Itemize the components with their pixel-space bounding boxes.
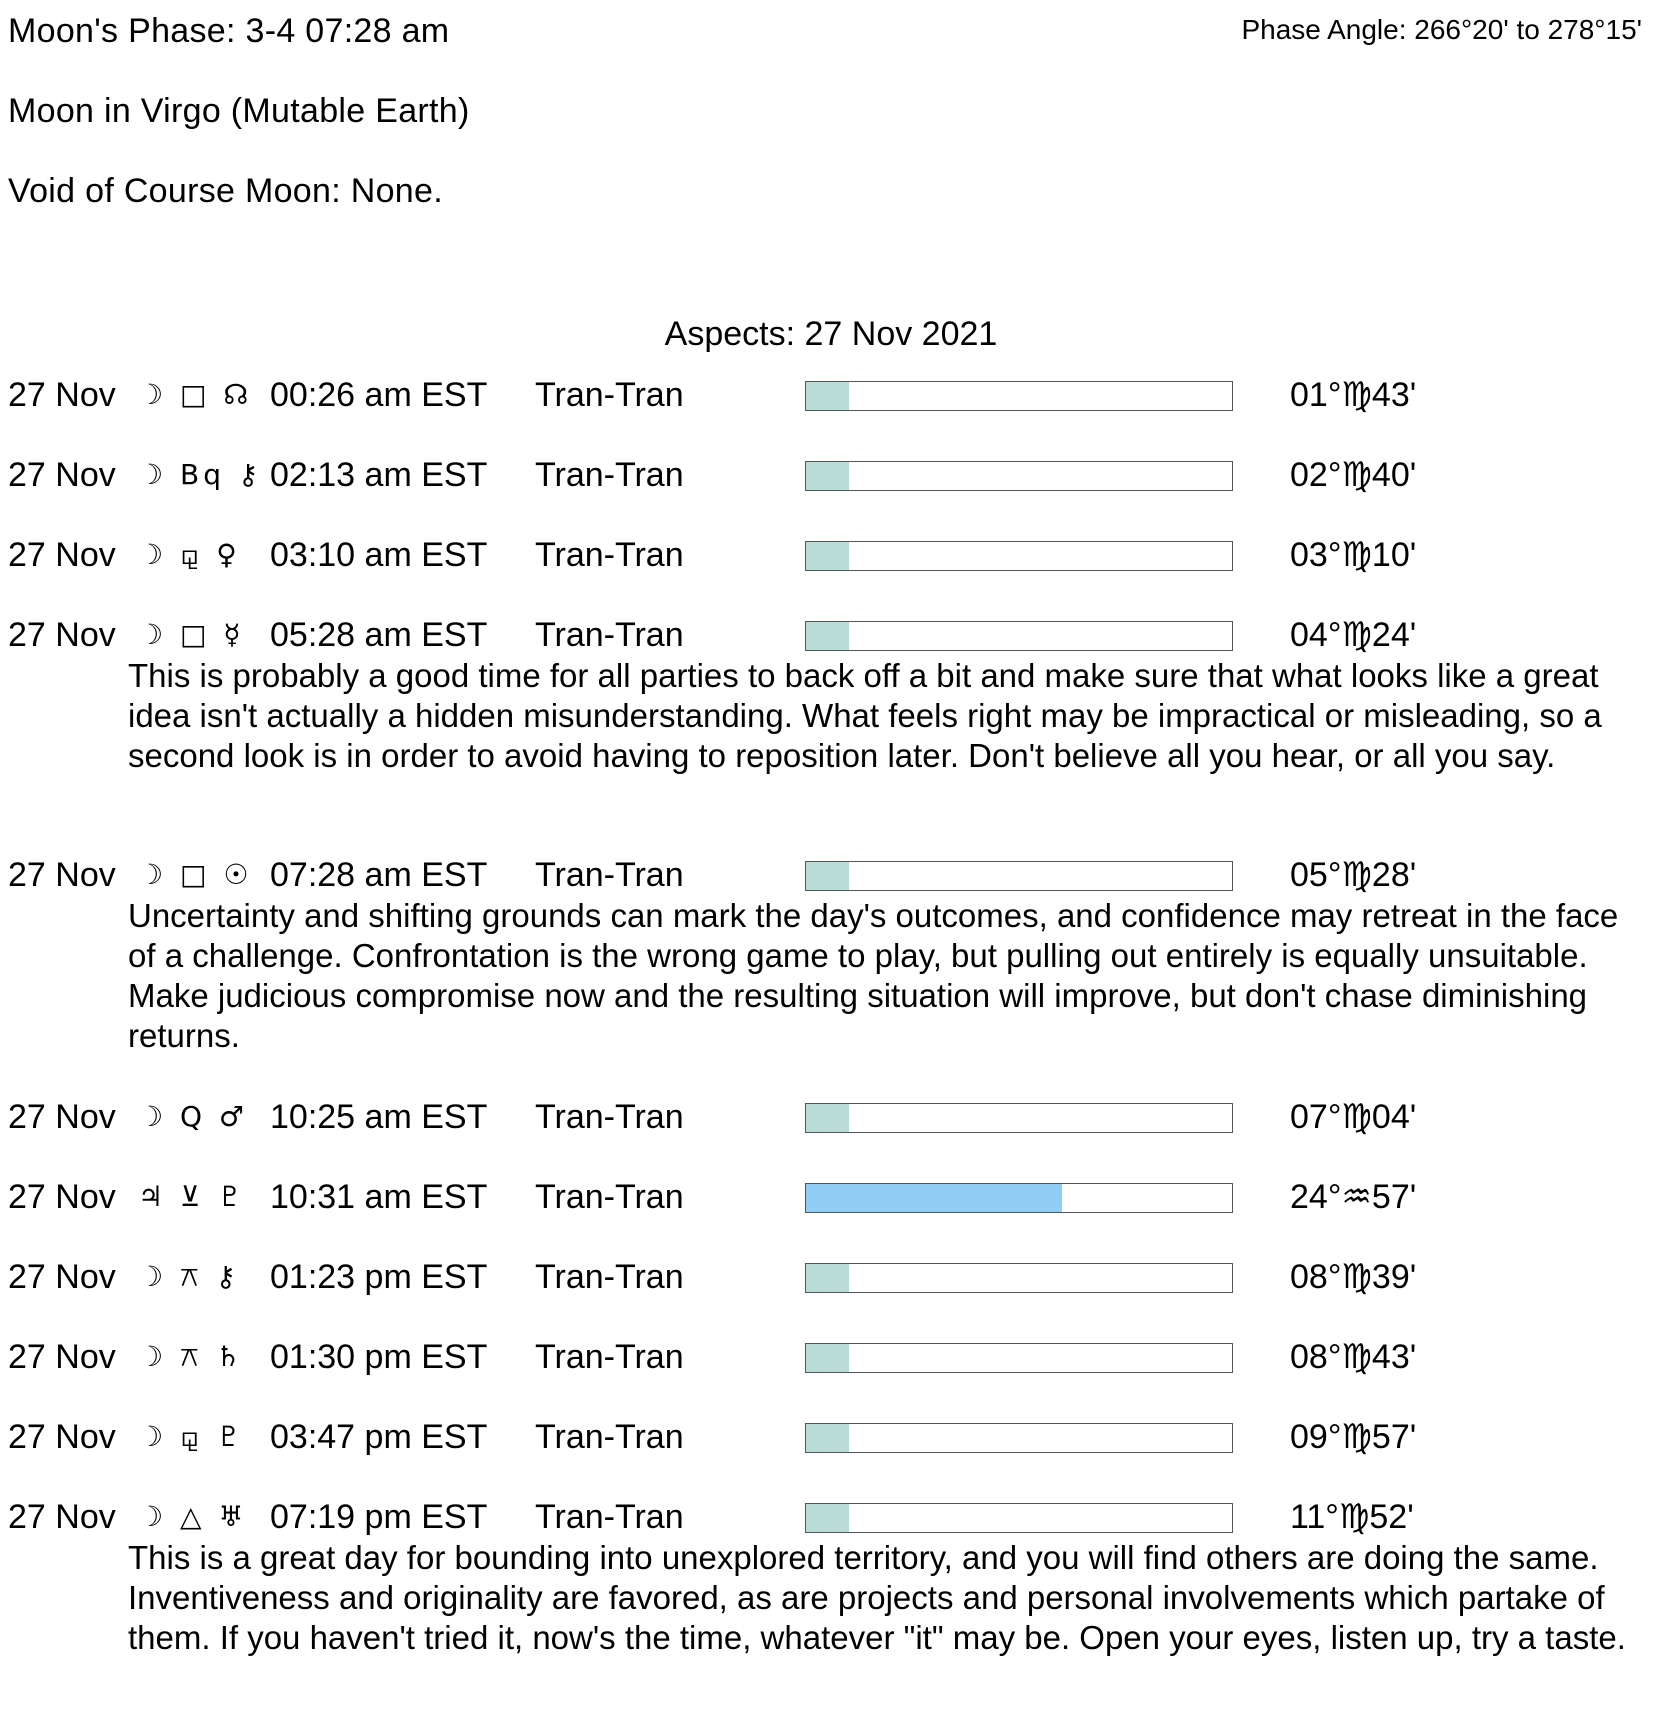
aspect-strength-bar <box>805 1263 1233 1293</box>
aspect-glyphs: ♃ ⊻ ♇ <box>138 1180 247 1213</box>
zodiac-sign-icon: ♍ <box>1341 375 1372 415</box>
aspect-glyphs: ☽ □ ☊ <box>138 378 253 411</box>
aspect-strength-fill <box>806 1104 849 1132</box>
aspect-date: 27 Nov <box>8 1258 116 1296</box>
aspect-glyphs: ☽ □ ☿ <box>138 618 245 651</box>
aspect-time: 00:26 am EST <box>270 376 488 414</box>
aspect-date: 27 Nov <box>8 616 116 654</box>
aspect-row <box>8 1255 1648 1299</box>
aspect-strength-fill <box>806 1504 849 1532</box>
aspect-strength-bar <box>805 381 1233 411</box>
aspect-type: Tran-Tran <box>535 456 684 494</box>
aspect-description: Uncertainty and shifting grounds can mark the day's outcomes, and confidence may retreat in the face of a challenge. Confrontation is the wrong game to play, but pulling out entirely is equally unsuitable. Make judicious compromise now and the resulting situation will improve, but don't chase diminishing returns. <box>128 897 1619 1054</box>
aspect-date: 27 Nov <box>8 1418 116 1456</box>
moon-phase: Moon's Phase: 3-4 07:28 am <box>8 12 450 50</box>
aspect-time: 07:28 am EST <box>270 856 488 894</box>
zodiac-sign-icon: ♍ <box>1341 1337 1372 1377</box>
aspect-date: 27 Nov <box>8 376 116 414</box>
aspect-strength-fill <box>806 462 849 490</box>
aspect-strength-fill <box>806 622 849 650</box>
aspect-row <box>8 853 1648 897</box>
aspect-row <box>8 1095 1648 1139</box>
aspect-strength-fill <box>806 1424 849 1452</box>
aspect-strength-bar <box>805 1503 1233 1533</box>
aspect-glyphs: ☽ □ ☉ <box>138 858 253 891</box>
aspect-position: 24°♒57' <box>1290 1177 1417 1217</box>
aspect-row <box>8 1335 1648 1379</box>
aspect-strength-fill <box>806 542 849 570</box>
aspect-time: 10:25 am EST <box>270 1098 488 1136</box>
zodiac-sign-icon: ♒ <box>1341 1177 1372 1217</box>
aspect-strength-fill <box>806 382 849 410</box>
aspect-strength-bar <box>805 1423 1233 1453</box>
aspect-type: Tran-Tran <box>535 856 684 894</box>
zodiac-sign-icon: ♍ <box>1341 1097 1372 1137</box>
aspect-glyphs: ☽ ⚼ ♀ <box>138 538 241 571</box>
aspect-date: 27 Nov <box>8 1498 116 1536</box>
zodiac-sign-icon: ♍ <box>1341 1257 1372 1297</box>
aspect-type: Tran-Tran <box>535 536 684 574</box>
zodiac-sign-icon: ♍ <box>1341 535 1372 575</box>
aspect-position: 05°♍28' <box>1290 855 1417 895</box>
aspect-row <box>8 533 1648 577</box>
aspect-time: 10:31 am EST <box>270 1178 488 1216</box>
void-of-course: Void of Course Moon: None. <box>8 172 443 210</box>
aspect-position: 11°♍52' <box>1290 1497 1414 1537</box>
aspect-glyphs: ☽ Bq ⚷ <box>138 458 263 491</box>
aspect-position: 04°♍24' <box>1290 615 1417 655</box>
aspect-strength-bar <box>805 1103 1233 1133</box>
aspect-strength-fill <box>806 1264 849 1292</box>
aspect-date: 27 Nov <box>8 1178 116 1216</box>
aspect-type: Tran-Tran <box>535 376 684 414</box>
aspect-strength-bar <box>805 1343 1233 1373</box>
aspect-position: 07°♍04' <box>1290 1097 1417 1137</box>
aspect-time: 01:23 pm EST <box>270 1258 488 1296</box>
aspects-title: Aspects: 27 Nov 2021 <box>664 315 998 353</box>
aspect-description: This is probably a good time for all parties to back off a bit and make sure that what looks like a great idea isn't actually a hidden misunderstanding. What feels right may be impractical or misleading, so a second look is in order to avoid having to reposition later. Don't believe all you hear, or all you say. <box>128 657 1602 774</box>
aspect-strength-bar <box>805 461 1233 491</box>
zodiac-sign-icon: ♍ <box>1341 615 1372 655</box>
aspect-glyphs: ☽ △ ♅ <box>138 1500 248 1533</box>
zodiac-sign-icon: ♍ <box>1338 1497 1370 1537</box>
aspect-position: 01°♍43' <box>1290 375 1417 415</box>
aspect-glyphs: ☽ ⚻ ♄ <box>138 1340 245 1373</box>
aspect-position: 03°♍10' <box>1290 535 1417 575</box>
aspect-row <box>8 613 1648 657</box>
aspect-time: 01:30 pm EST <box>270 1338 488 1376</box>
aspect-type: Tran-Tran <box>535 616 684 654</box>
aspect-row <box>8 453 1648 497</box>
aspect-description: This is a great day for bounding into unexplored territory, and you will find others are doing the same. Inventiveness and originality are favored, as are projects and personal involvements which partake of them. If you haven't tried it, now's the time, whatever "it" may be. Open your eyes, listen up, try a taste. <box>128 1539 1626 1656</box>
aspect-strength-bar <box>805 621 1233 651</box>
aspect-time: 03:47 pm EST <box>270 1418 488 1456</box>
aspect-date: 27 Nov <box>8 1338 116 1376</box>
aspect-time: 07:19 pm EST <box>270 1498 488 1536</box>
aspect-row <box>8 373 1648 417</box>
aspect-type: Tran-Tran <box>535 1178 684 1216</box>
aspect-date: 27 Nov <box>8 536 116 574</box>
aspect-strength-bar <box>805 1183 1233 1213</box>
aspect-glyphs: ☽ ⚻ ⚷ <box>138 1260 241 1293</box>
aspect-position: 08°♍39' <box>1290 1257 1417 1297</box>
aspect-strength-fill <box>806 862 849 890</box>
aspect-row <box>8 1175 1648 1219</box>
aspect-strength-fill <box>806 1344 849 1372</box>
zodiac-sign-icon: ♍ <box>1341 855 1372 895</box>
aspect-strength-bar <box>805 861 1233 891</box>
aspect-type: Tran-Tran <box>535 1498 684 1536</box>
phase-angle: Phase Angle: 266°20' to 278°15' <box>1241 14 1642 45</box>
aspect-date: 27 Nov <box>8 856 116 894</box>
aspect-strength-fill <box>806 1184 1062 1212</box>
aspect-time: 03:10 am EST <box>270 536 488 574</box>
zodiac-sign-icon: ♍ <box>1341 1417 1372 1457</box>
aspect-strength-bar <box>805 541 1233 571</box>
aspect-row <box>8 1415 1648 1459</box>
aspect-type: Tran-Tran <box>535 1258 684 1296</box>
aspect-type: Tran-Tran <box>535 1098 684 1136</box>
aspect-date: 27 Nov <box>8 456 116 494</box>
aspect-type: Tran-Tran <box>535 1338 684 1376</box>
aspect-type: Tran-Tran <box>535 1418 684 1456</box>
zodiac-sign-icon: ♍ <box>1341 455 1372 495</box>
aspect-time: 05:28 am EST <box>270 616 488 654</box>
aspect-position: 09°♍57' <box>1290 1417 1417 1457</box>
aspect-position: 02°♍40' <box>1290 455 1417 495</box>
aspect-glyphs: ☽ ⚼ ♇ <box>138 1420 246 1453</box>
aspect-glyphs: ☽ Q ♂ <box>138 1100 249 1133</box>
moon-sign: Moon in Virgo (Mutable Earth) <box>8 92 470 130</box>
aspect-time: 02:13 am EST <box>270 456 488 494</box>
aspect-row <box>8 1495 1648 1539</box>
aspect-position: 08°♍43' <box>1290 1337 1417 1377</box>
aspect-date: 27 Nov <box>8 1098 116 1136</box>
